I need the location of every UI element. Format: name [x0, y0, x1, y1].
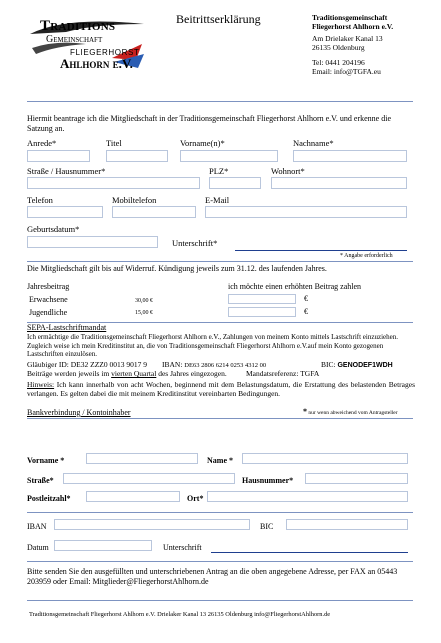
divider: [27, 101, 413, 102]
bank-vorname-label: Vorname *: [27, 456, 65, 465]
address-org-1: Traditionsgemeinschaft: [312, 13, 388, 22]
telefon-label: Telefon: [27, 195, 53, 205]
bank-iban-label: IBAN: [27, 522, 47, 531]
logo-line-3: FLIEGERHORST: [70, 48, 140, 57]
membership-note: Die Mitgliedschaft gilt bis auf Widerruf. Kündigung jeweils zum 31.12. des laufenden Jahres.: [27, 264, 327, 273]
logo-line-2: Gemeinschaft: [46, 34, 103, 45]
titel-field[interactable]: [106, 150, 168, 162]
divider: [27, 418, 413, 419]
einzug-quarter: vierten Quartal: [111, 369, 157, 378]
adult-higher-field[interactable]: [228, 294, 296, 304]
bank-strasse-field[interactable]: [63, 473, 235, 484]
address-email: Email: info@TGFA.eu: [312, 67, 381, 76]
adult-currency: €: [304, 294, 308, 303]
sepa-bic: [321, 360, 393, 369]
bank-iban-field[interactable]: [54, 519, 250, 530]
sepa-einzug: [27, 369, 227, 378]
divider: [27, 512, 413, 513]
fees-higher-label: ich möchte einen erhöhten Beitrag zahlen: [228, 282, 362, 291]
hinweis-label: Hinweis:: [27, 380, 55, 389]
vorname-label: Vorname(n)*: [180, 138, 225, 148]
youth-higher-field[interactable]: [228, 307, 296, 317]
bank-name-field[interactable]: [242, 453, 408, 464]
plz-label: PLZ*: [209, 166, 229, 176]
youth-label: Jugendliche: [29, 308, 68, 317]
bank-signature-line[interactable]: [211, 552, 408, 553]
bank-datum-label: Datum: [27, 543, 49, 552]
wohnort-field[interactable]: [271, 177, 407, 189]
address-org-2: Fliegerhorst Ahlhorn e.V.: [312, 22, 394, 31]
bank-note-star: *: [303, 407, 307, 416]
sepa-text: Ich ermächtige die Traditionsgemeinschaft Fliegerhorst Ahlhorn e.V., Zahlungen von meinem Konto mittels Lastschrift einzuziehen. Zugleich weise ich mein Kreditinstitut an, die von Traditionsgemeinschaft Fliegerhorst Ahlhorn e.V.auf mein Konto gezogenen Lastschriften einzulösen.: [27, 333, 398, 359]
geburtsdatum-field[interactable]: [27, 236, 158, 248]
closing-text: Bitte senden Sie den ausgefüllten und unterschriebenen Antrag an die oben angegebene Adresse, per FAX an 05443 203959 oder Email: Mitglieder@FliegerhorstAhlhorn.de: [27, 567, 398, 586]
intro-text: Hiermit beantrage ich die Mitgliedschaft in der Traditionsgemeinschaft Fliegerhorst Ahlhorn e.V. und erkenne die Satzung an.: [27, 114, 391, 133]
vorname-field[interactable]: [180, 150, 278, 162]
sepa-iban: [162, 360, 266, 369]
logo-line-4: Ahlhorn e.V.: [60, 56, 133, 71]
adult-label: Erwachsene: [29, 295, 68, 304]
logo-line-1: Traditions: [40, 18, 116, 34]
bank-bic-field[interactable]: [286, 519, 408, 530]
sepa-iban-label: IBAN:: [162, 360, 183, 369]
email-label: E-Mail: [205, 195, 230, 205]
youth-value: 15,00 €: [135, 310, 153, 316]
unterschrift-label: Unterschrift*: [172, 238, 218, 248]
page-title: Beitrittserklärung: [176, 12, 261, 26]
address-city: 26135 Oldenburg: [312, 43, 365, 52]
anrede-label: Anrede*: [27, 138, 57, 148]
bank-note-text: nur wenn abweichend vom Antragsteller: [307, 410, 398, 416]
strasse-label: Straße / Hausnummer*: [27, 166, 106, 176]
einzug-text-1: Beiträge werden jeweils im: [27, 369, 112, 378]
bank-vorname-field[interactable]: [86, 453, 198, 464]
geburtsdatum-label: Geburtsdatum*: [27, 224, 80, 234]
glaeubiger-label: Gläubiger ID:: [27, 360, 69, 369]
bank-name-label: Name *: [207, 456, 233, 465]
divider: [27, 600, 413, 601]
einzug-text-2: des Jahres eingezogen.: [156, 369, 227, 378]
required-note: * Angabe erforderlich: [340, 253, 393, 259]
bank-bic-label: BIC: [260, 522, 274, 531]
bank-ort-label: Ort*: [187, 494, 204, 503]
address-street: Am Drielaker Kanal 13: [312, 34, 383, 43]
email-field[interactable]: [205, 206, 407, 218]
logo: [26, 14, 146, 72]
bank-plz-label: Postleitzahl*: [27, 494, 71, 503]
bank-hausnummer-field[interactable]: [305, 473, 408, 484]
divider: [27, 561, 413, 562]
divider: [27, 261, 413, 262]
anrede-field[interactable]: [27, 150, 90, 162]
youth-currency: €: [304, 307, 308, 316]
plz-field[interactable]: [209, 177, 261, 189]
mobil-field[interactable]: [112, 206, 196, 218]
mobil-label: Mobiltelefon: [112, 195, 157, 205]
sepa-ids: [27, 360, 147, 369]
bank-plz-field[interactable]: [86, 491, 180, 502]
wohnort-label: Wohnort*: [271, 166, 305, 176]
mandatsreferenz: Mandatsreferenz: TGFA: [246, 369, 320, 378]
sepa-bic-label: BIC:: [321, 360, 336, 369]
sepa-bic-value: GENODEF1WDH: [337, 362, 393, 369]
signature-line[interactable]: [235, 250, 407, 251]
strasse-field[interactable]: [27, 177, 200, 189]
footer-text: Traditionsgemeinschaft Fliegerhorst Ahlhorn e.V. Drielaker Kanal 13 26135 Oldenburg info@FliegerhorstAhlhorn.de: [29, 611, 331, 618]
titel-label: Titel: [106, 138, 122, 148]
bank-ort-field[interactable]: [207, 491, 408, 502]
address-tel: Tel: 0441 204196: [312, 58, 365, 67]
telefon-field[interactable]: [27, 206, 103, 218]
bank-datum-field[interactable]: [54, 540, 152, 551]
bank-heading: Bankverbindung / Kontoinhaber: [27, 408, 131, 417]
fees-heading: Jahresbeitrag: [27, 282, 70, 291]
bank-note: [303, 407, 398, 416]
hinweis-text: Ich kann innerhalb von acht Wochen, beginnend mit dem Belastungsdatum, die Erstattung des belastenden Betrages verlangen. Es gelten dabei die mit meinem Kreditinstitut vereinbarten Bedingungen.: [27, 380, 415, 398]
bank-hausnummer-label: Hausnummer*: [242, 476, 294, 485]
adult-value: 30,00 €: [135, 298, 153, 304]
nachname-field[interactable]: [293, 150, 407, 162]
glaeubiger-value: DE32 ZZZ0 0013 9017 9: [70, 360, 147, 369]
sepa-hinweis: [27, 380, 415, 398]
nachname-label: Nachname*: [293, 138, 334, 148]
sepa-iban-value: DE63 2806 6214 0253 4312 00: [184, 362, 267, 369]
sepa-heading: SEPA-Lastschriftmandat: [27, 323, 107, 332]
bank-unterschrift-label: Unterschrift: [163, 543, 202, 552]
bank-strasse-label: Straße*: [27, 476, 54, 485]
